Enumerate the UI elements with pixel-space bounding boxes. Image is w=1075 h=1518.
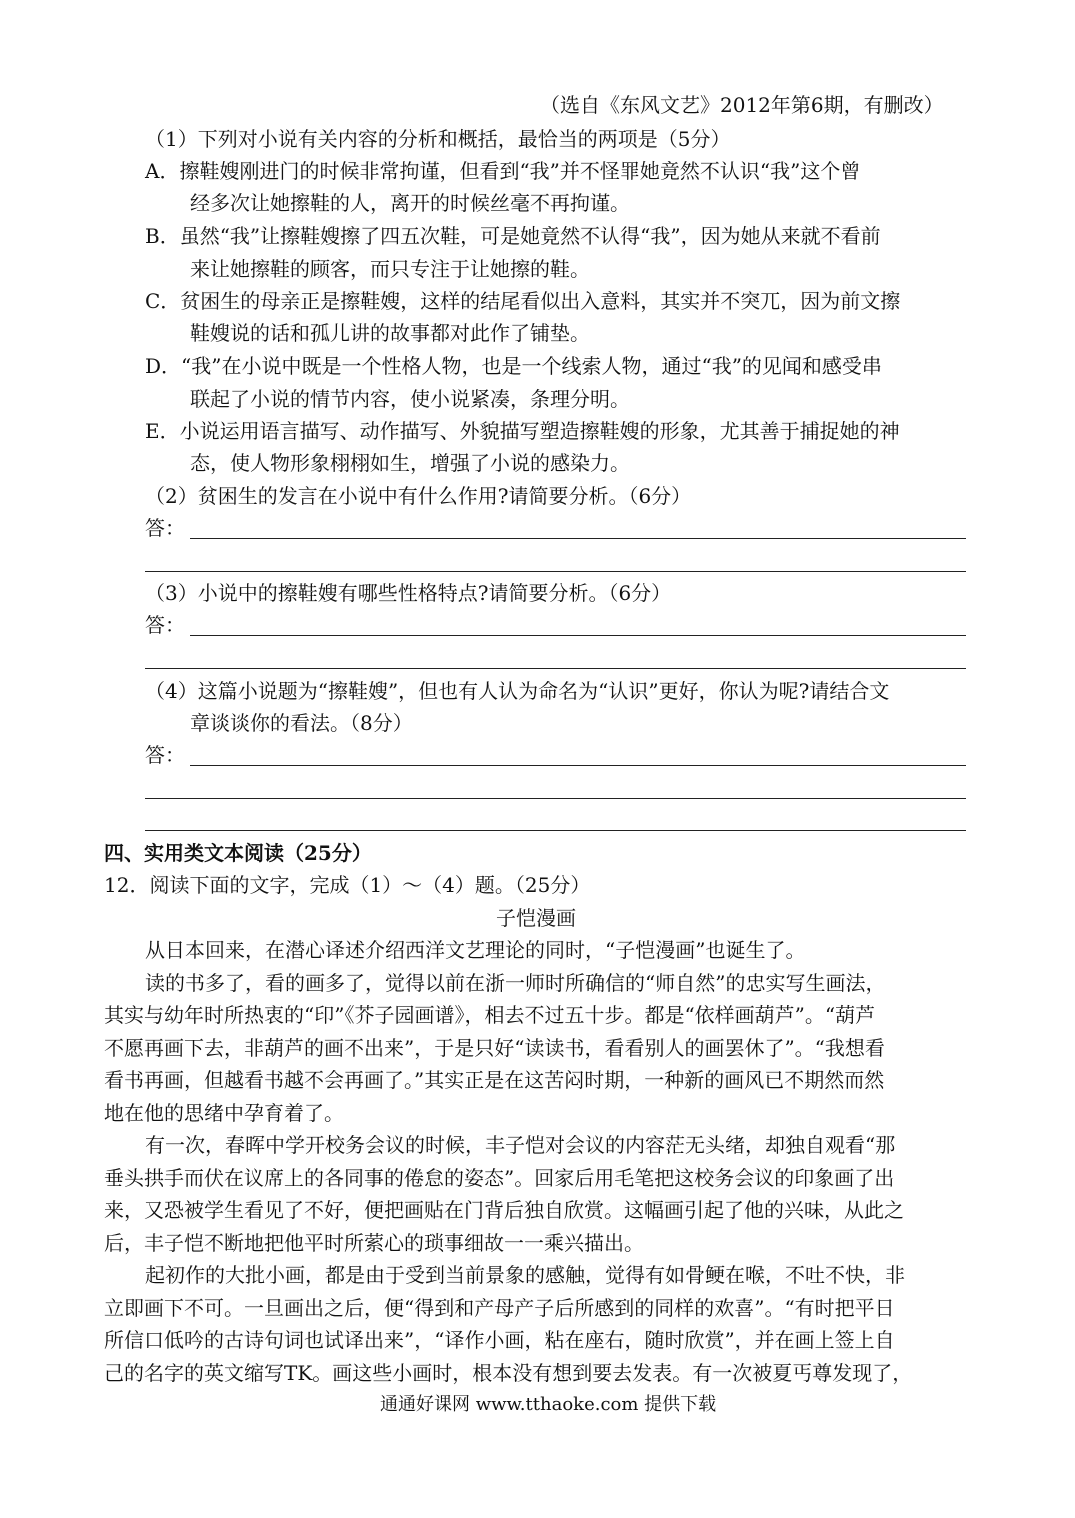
q2-answer-line-2[interactable] xyxy=(145,571,966,572)
paragraph-2-line3: 不愿再画下去，非葫芦的画不出来”，于是只好“读读书，看看别人的画罢休了”。“我想看 xyxy=(104,1036,885,1060)
paragraph-3-line1: 有一次，春晖中学开校务会议的时候，丰子恺对会议的内容茫无头绪，却独自观看“那 xyxy=(145,1133,896,1157)
paragraph-3-line3: 来，又恐被学生看见了不好，便把画贴在门背后独自欣赏。这幅画引起了他的兴味，从此之 xyxy=(104,1198,904,1222)
paragraph-4-line2: 立即画下不可。一旦画出之后，便“得到和产母产子后所感到的同样的欢喜”。“有时把平日 xyxy=(104,1296,895,1320)
q1-option-a-line1: A．擦鞋嫂刚进门的时候非常拘谨，但看到“我”并不怪罪她竟然不认识“我”这个曾 xyxy=(145,159,861,183)
q1-option-e-line1: E．小说运用语言描写、动作描写、外貌描写塑造擦鞋嫂的形象，尤其善于捕捉她的神 xyxy=(145,419,900,443)
q1-option-c-line2: 鞋嫂说的话和孤儿讲的故事都对此作了铺垫。 xyxy=(190,321,590,345)
q2-stem: （2）贫困生的发言在小说中有什么作用?请简要分析。（6分） xyxy=(145,484,692,508)
paragraph-1: 从日本回来，在潜心译述介绍西洋文艺理论的同时，“子恺漫画”也诞生了。 xyxy=(145,938,806,962)
q1-option-c-line1: C．贫困生的母亲正是擦鞋嫂，这样的结尾看似出入意料，其实并不突兀，因为前文擦 xyxy=(145,289,901,313)
q3-answer-line-2[interactable] xyxy=(145,668,966,669)
paragraph-4-line4: 己的名字的英文缩写TK。画这些小画时，根本没有想到要去发表。有一次被夏丐尊发现了， xyxy=(104,1361,913,1385)
paragraph-2-line5: 地在他的思绪中孕育着了。 xyxy=(104,1101,344,1125)
q4-stem-line1: （4）这篇小说题为“擦鞋嫂”，但也有人认为命名为“认识”更好，你认为呢?请结合文 xyxy=(145,679,890,703)
q1-option-b-line2: 来让她擦鞋的顾客，而只专注于让她擦的鞋。 xyxy=(190,257,590,281)
q4-answer-line-1[interactable] xyxy=(190,765,966,766)
q1-option-b-line1: B．虽然“我”让擦鞋嫂擦了四五次鞋，可是她竟然不认得“我”，因为她从来就不看前 xyxy=(145,224,881,248)
q4-answer-line-2[interactable] xyxy=(145,798,966,799)
q4-answer-label: 答： xyxy=(145,743,185,767)
q4-answer-line-3[interactable] xyxy=(145,830,966,831)
q1-option-d-line1: D．“我”在小说中既是一个性格人物，也是一个线索人物，通过“我”的见闻和感受串 xyxy=(145,354,882,378)
source-citation: （选自《东风文艺》2012年第6期，有删改） xyxy=(540,93,944,117)
q1-stem: （1）下列对小说有关内容的分析和概括，最恰当的两项是（5分） xyxy=(145,127,731,151)
q1-option-a-line2: 经多次让她擦鞋的人，离开的时候丝毫不再拘谨。 xyxy=(190,191,630,215)
q3-stem: （3）小说中的擦鞋嫂有哪些性格特点?请简要分析。（6分） xyxy=(145,581,672,605)
q4-stem-line2: 章谈谈你的看法。（8分） xyxy=(190,711,413,735)
paragraph-2-line4: 看书再画，但越看书越不会再画了。”其实正是在这苦闷时期，一种新的画风已不期然而然 xyxy=(104,1068,885,1092)
paragraph-3-line2: 垂头拱手而伏在议席上的各同事的倦怠的姿态”。回家后用毛笔把这校务会议的印象画了出 xyxy=(104,1166,895,1190)
q3-answer-label: 答： xyxy=(145,613,185,637)
paragraph-4-line3: 所信口低吟的古诗句词也试译出来”，“译作小画，粘在座右，随时欣赏”，并在画上签上自 xyxy=(104,1328,895,1352)
paragraph-2-line1: 读的书多了，看的画多了，觉得以前在浙一师时所确信的“师自然”的忠实写生画法， xyxy=(145,971,886,995)
paragraph-2-line2: 其实与幼年时所热衷的“印”《芥子园画谱》，相去不过五十步。都是“依样画葫芦”。“葫芦 xyxy=(104,1003,876,1027)
paragraph-4-line1: 起初作的大批小画，都是由于受到当前景象的感触，觉得有如骨鲠在喉，不吐不快，非 xyxy=(145,1263,905,1287)
page-footer: 通通好课网 www.tthaoke.com 提供下载 xyxy=(380,1394,717,1415)
q2-answer-line-1[interactable] xyxy=(190,538,966,539)
section-heading: 四、实用类文本阅读（25分） xyxy=(104,841,372,865)
paragraph-3-line4: 后，丰子恺不断地把他平时所萦心的琐事细故一一乘兴描出。 xyxy=(104,1231,644,1255)
q2-answer-label: 答： xyxy=(145,516,185,540)
q1-option-e-line2: 态，使人物形象栩栩如生，增强了小说的感染力。 xyxy=(190,451,630,475)
q12-instruction: 12．阅读下面的文字，完成（1）～（4）题。（25分） xyxy=(104,873,591,897)
article-title: 子恺漫画 xyxy=(496,906,576,930)
q1-option-d-line2: 联起了小说的情节内容，使小说紧凑，条理分明。 xyxy=(190,387,630,411)
q3-answer-line-1[interactable] xyxy=(190,635,966,636)
